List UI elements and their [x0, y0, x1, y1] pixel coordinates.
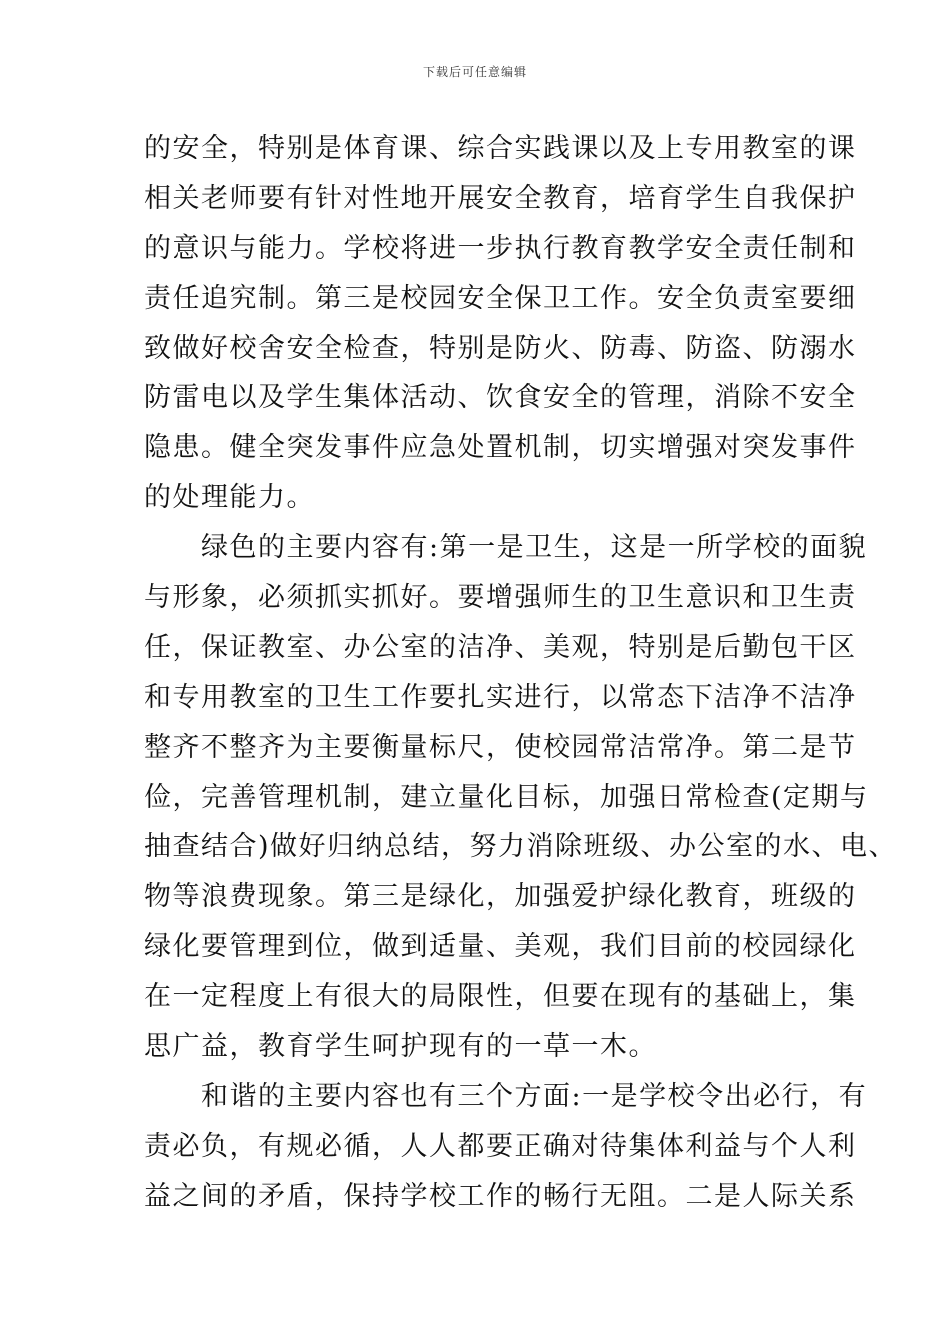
text-line: 绿化要管理到位，做到适量、美观，我们目前的校园绿化 [144, 931, 857, 963]
text-line: 整齐不整齐为主要衡量标尺，使校园常洁常净。第二是节 [144, 731, 857, 763]
text-line: 物等浪费现象。第三是绿化，加强爱护绿化教育，班级的 [144, 881, 857, 913]
text-line: 思广益，教育学生呵护现有的一草一木。 [144, 1031, 657, 1063]
text-line: 俭，完善管理机制，建立量化目标，加强日常检查(定期与 [144, 781, 869, 813]
text-line: 和专用教室的卫生工作要扎实进行，以常态下洁净不洁净 [144, 681, 857, 713]
text-line: 的意识与能力。学校将进一步执行教育教学安全责任制和 [144, 232, 857, 264]
text-line: 与形象，必须抓实抓好。要增强师生的卫生意识和卫生责 [144, 582, 857, 614]
text-line: 绿色的主要内容有:第一是卫生，这是一所学校的面貌 [144, 532, 868, 564]
text-line: 责任追究制。第三是校园安全保卫工作。安全负责室要细 [144, 282, 857, 314]
text-line: 防雷电以及学生集体活动、饮食安全的管理，消除不安全 [144, 382, 857, 414]
text-line: 在一定程度上有很大的局限性，但要在现有的基础上，集 [144, 981, 857, 1013]
text-line: 隐患。健全突发事件应急处置机制，切实增强对突发事件 [144, 432, 857, 464]
text-line: 任，保证教室、办公室的洁净、美观，特别是后勤包干区 [144, 631, 857, 663]
text-line: 的安全，特别是体育课、综合实践课以及上专用教室的课 [144, 133, 857, 164]
text-line: 责必负，有规必循，人人都要正确对待集体利益与个人利 [144, 1130, 857, 1162]
body-text [144, 124, 898, 1222]
text-line: 致做好校舍安全检查，特别是防火、防毒、防盗、防溺水 [144, 332, 857, 364]
text-line: 相关老师要有针对性地开展安全教育，培育学生自我保护 [144, 182, 857, 214]
text-line: 和谐的主要内容也有三个方面:一是学校令出必行，有 [144, 1080, 868, 1112]
text-line: 的处理能力。 [144, 482, 315, 514]
text-line: 抽查结合)做好归纳总结，努力消除班级、办公室的水、电、 [144, 831, 898, 863]
page-header: 下载后可任意编辑 [422, 65, 527, 79]
text-line: 益之间的矛盾，保持学校工作的畅行无阻。二是人际关系 [144, 1180, 857, 1212]
